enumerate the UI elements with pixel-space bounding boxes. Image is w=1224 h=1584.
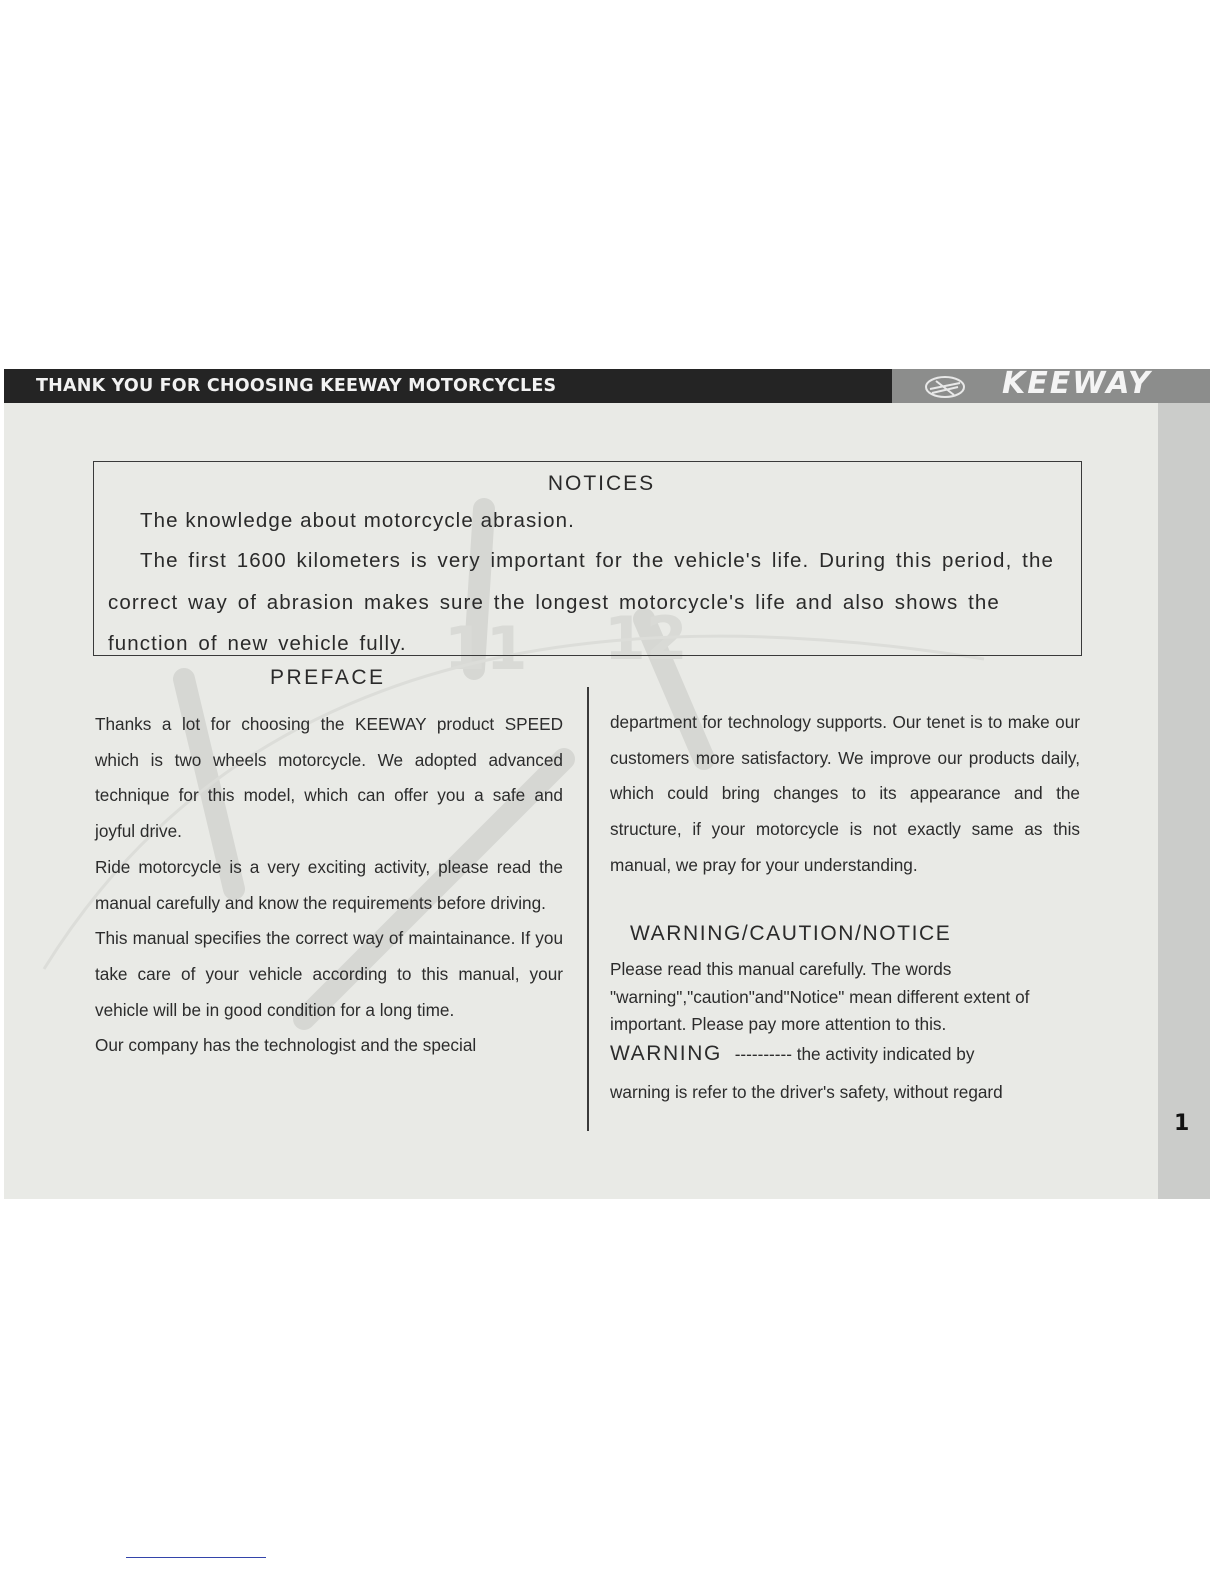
- preface-paragraph: department for technology supports. Our tenet is to make our customers more satisfactory. We improve our products daily, which could bring changes to its appearance and the structure, if your motorcycle is not exactly same as this manual, we pray for your understanding.: [610, 712, 1080, 875]
- warning-section-title: WARNING/CAUTION/NOTICE: [630, 922, 952, 945]
- header-title: THANK YOU FOR CHOOSING KEEWAY MOTORCYCLES: [36, 376, 557, 396]
- warning-definition: [610, 1042, 974, 1066]
- footnote-rule: [126, 1557, 266, 1558]
- preface-right-column: [610, 705, 1080, 884]
- keeway-emblem-icon: [922, 371, 968, 401]
- preface-paragraph: Our company has the technologist and the special: [95, 1035, 477, 1056]
- preface-paragraph: This manual specifies the correct way of maintainance. If you take care of your vehicle according to this manual, your vehicle will be in good condition for a long time.: [95, 928, 563, 1020]
- notices-paragraph: The first 1600 kilometers is very important for the vehicle's life. During this period, the correct way of abrasion makes sure the longest motorcycle's life and also shows the function of new vehicle fully.: [108, 549, 1054, 655]
- warning-text: ---------- the activity indicated by: [734, 1044, 975, 1064]
- preface-paragraph: Ride motorcycle is a very exciting activity, please read the manual carefully and know the requirements before driving.: [95, 856, 563, 913]
- preface-paragraph: Thanks a lot for choosing the KEEWAY product SPEED which is two wheels motorcycle. We adopted advanced technique for this model, which can offer you a safe and joyful drive.: [95, 714, 563, 842]
- side-strip: [1158, 403, 1210, 1199]
- notices-box: [93, 461, 1082, 656]
- preface-left-column: [95, 707, 563, 1064]
- manual-page-scan: [4, 369, 1210, 1199]
- warning-section-body: Please read this manual carefully. The words "warning","caution"and"Notice" mean different extent of important. Please pay more attention to this.: [610, 959, 1030, 1034]
- preface-title: PREFACE: [270, 666, 386, 689]
- page-number: 1: [1174, 1111, 1190, 1136]
- notices-line: The knowledge about motorcycle abrasion.: [140, 509, 575, 532]
- warning-label: WARNING: [610, 1042, 722, 1065]
- brand-wordmark: KEEWAY: [1002, 369, 1152, 401]
- notices-title: NOTICES: [547, 472, 656, 495]
- brand-logo: [892, 369, 1210, 403]
- svg-text:11: 11: [444, 614, 528, 684]
- column-divider: [587, 687, 589, 1131]
- warning-continuation: warning is refer to the driver's safety, without regard: [610, 1082, 1003, 1102]
- svg-text:12: 12: [604, 604, 688, 674]
- header-bar: [4, 369, 892, 403]
